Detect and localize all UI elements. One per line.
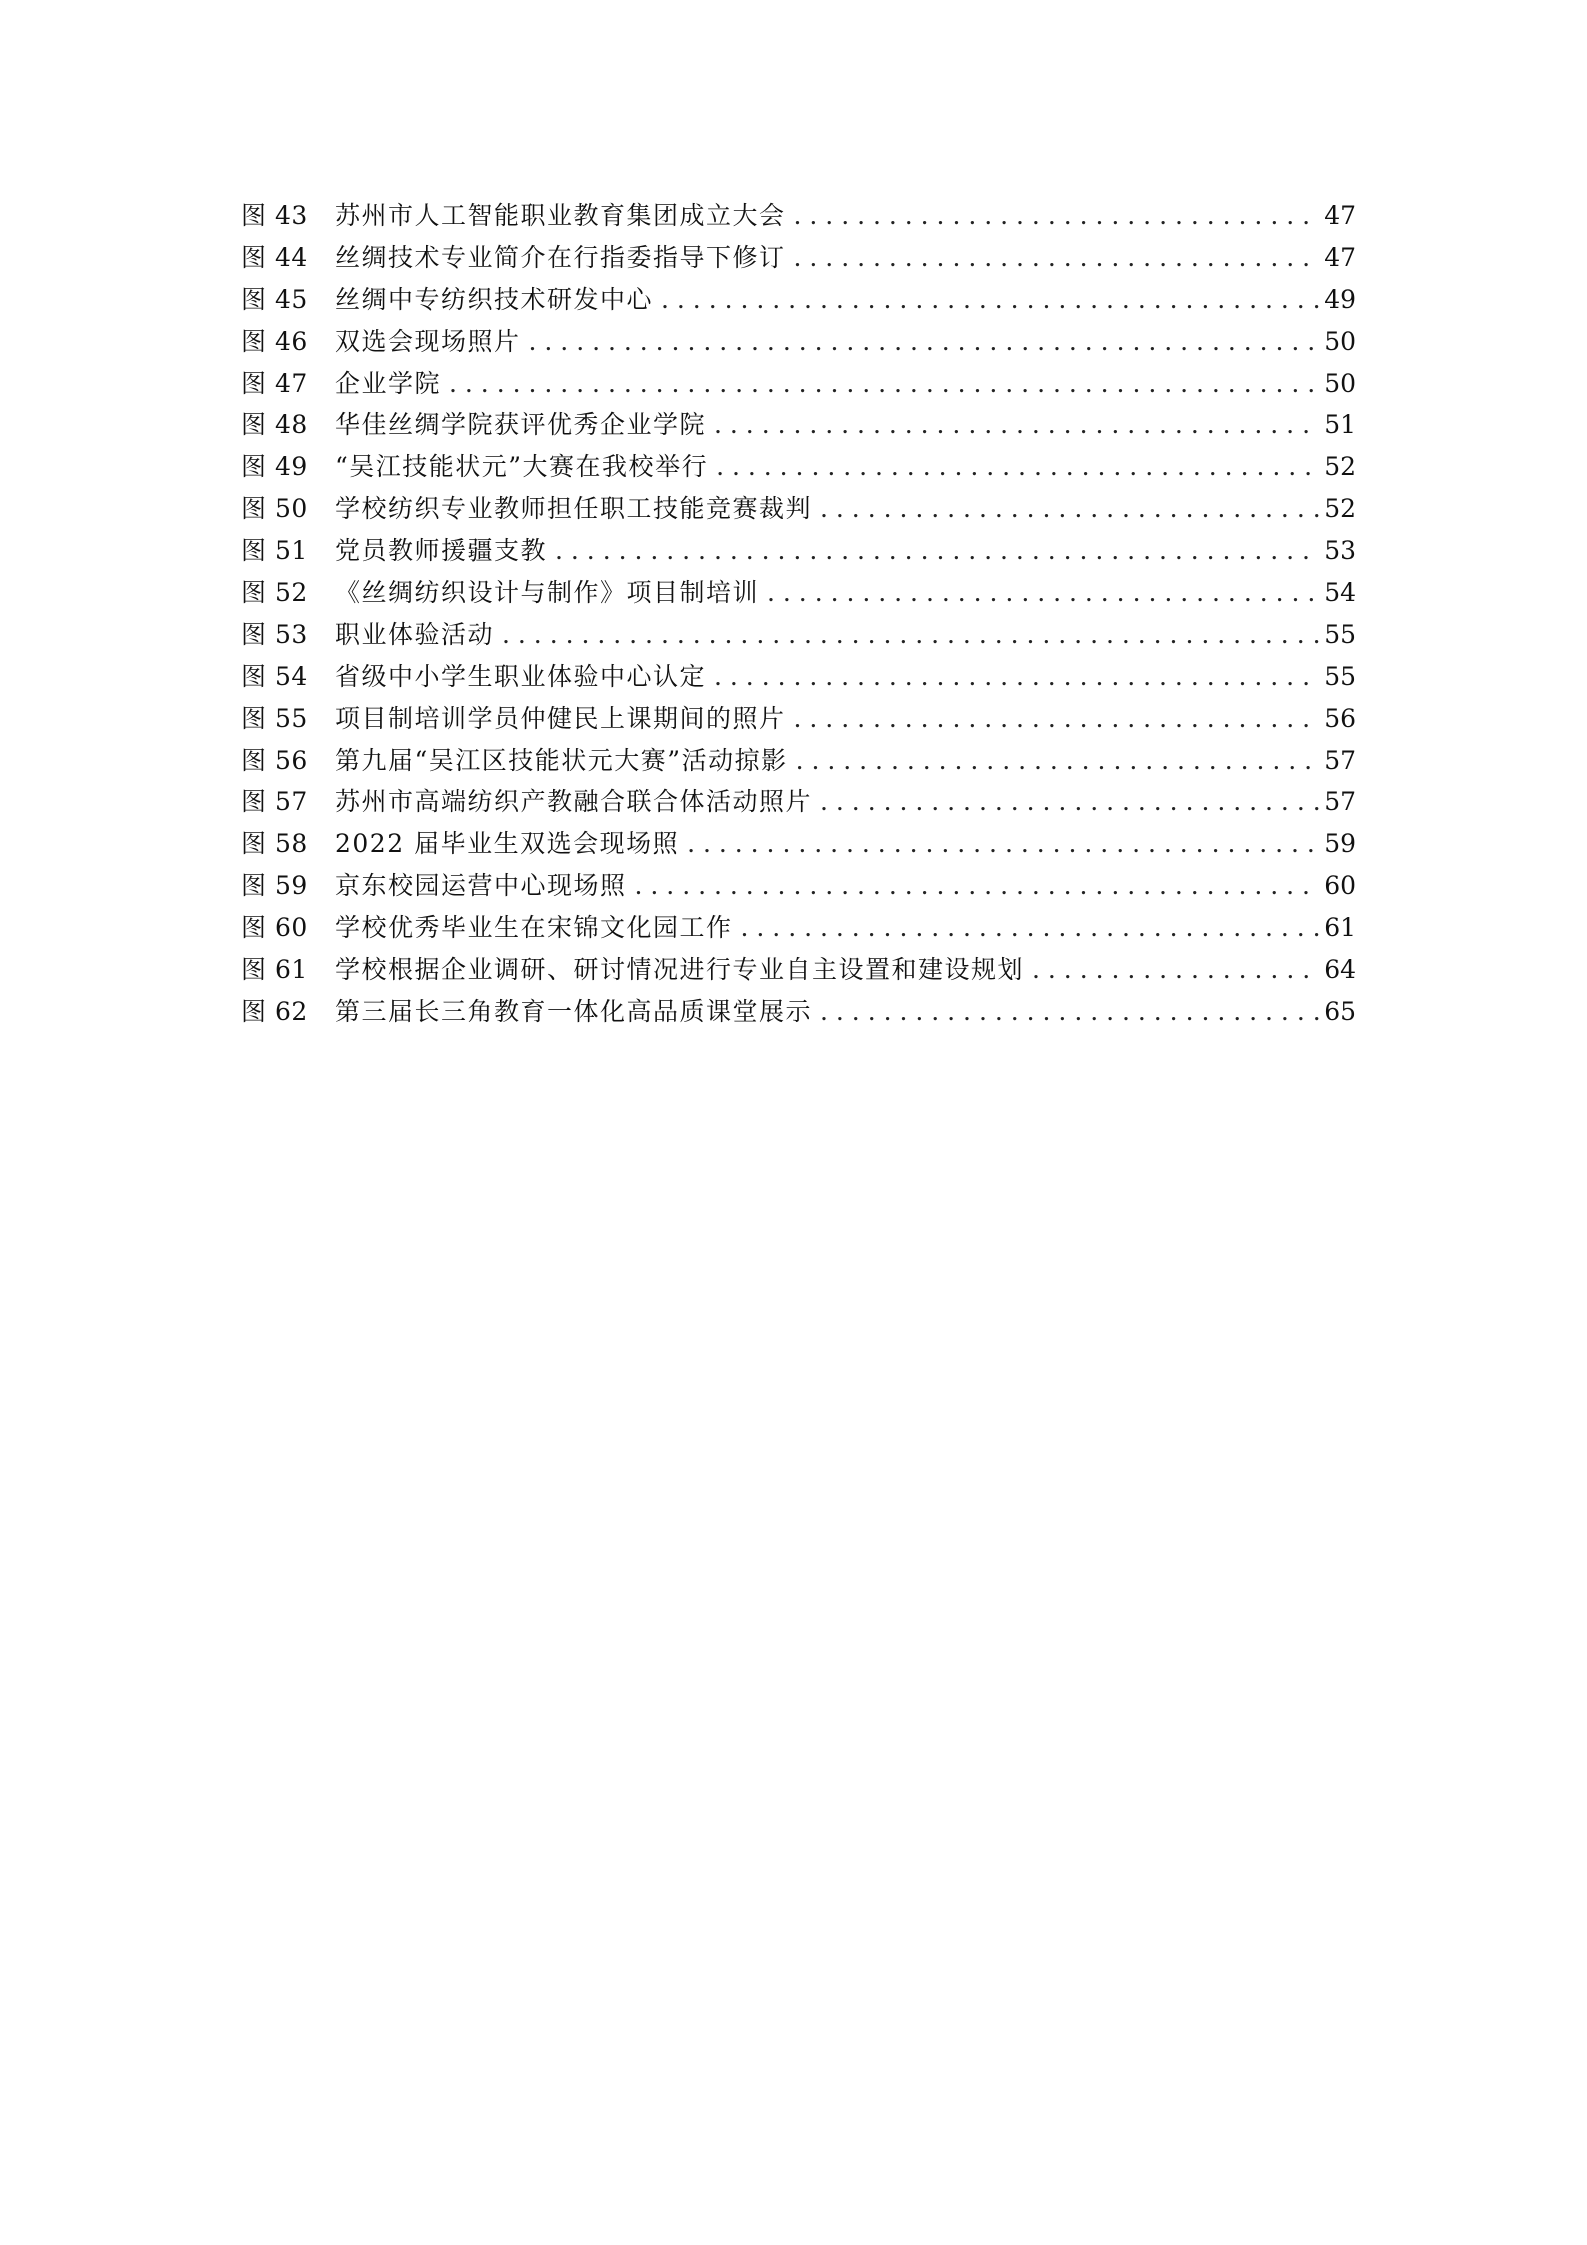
- toc-entry[interactable]: [241, 991, 1356, 1033]
- page-number: 52: [1324, 494, 1356, 524]
- page-number: 57: [1324, 745, 1356, 775]
- figure-title: 苏州市高端纺织产教融合联合体活动照片: [335, 787, 813, 817]
- figure-title: 双选会现场照片: [335, 326, 521, 356]
- page-number: 59: [1324, 829, 1356, 859]
- dot-leader: [714, 404, 1320, 446]
- dot-leader: [796, 740, 1321, 782]
- dot-leader: [820, 488, 1320, 530]
- page-number: 54: [1324, 578, 1356, 608]
- dot-leader: [767, 572, 1320, 614]
- figure-label: 图 59: [241, 871, 308, 901]
- page-number: 47: [1324, 201, 1356, 230]
- figure-label: 图 45: [241, 284, 308, 314]
- figure-title: 学校优秀毕业生在宋锦文化园工作: [335, 913, 733, 943]
- toc-entry[interactable]: [241, 740, 1356, 782]
- dot-leader: [635, 865, 1321, 907]
- figure-label: 图 52: [241, 578, 308, 608]
- dot-leader: [687, 823, 1320, 865]
- toc-entry[interactable]: [241, 949, 1356, 991]
- figure-title: 2022 届毕业生双选会现场照: [335, 829, 680, 859]
- page-number: 57: [1324, 787, 1356, 817]
- figure-label: 图 61: [241, 955, 308, 985]
- page-number: 55: [1324, 619, 1356, 649]
- figure-title: “吴江技能状元”大赛在我校举行: [335, 452, 709, 482]
- figure-title: 苏州市人工智能职业教育集团成立大会: [335, 201, 786, 230]
- page-number: 56: [1324, 703, 1356, 733]
- figure-title: 《丝绸纺织设计与制作》项目制培训: [335, 578, 760, 608]
- page-number: 55: [1324, 661, 1356, 691]
- toc-entry[interactable]: [241, 614, 1356, 656]
- figure-title: 学校纺织专业教师担任职工技能竞赛裁判: [335, 494, 813, 524]
- dot-leader: [794, 195, 1321, 237]
- figure-title: 第三届长三角教育一体化高品质课堂展示: [335, 996, 813, 1026]
- figure-list: [241, 195, 1356, 1033]
- page-number: 53: [1324, 536, 1356, 566]
- dot-leader: [714, 656, 1320, 698]
- toc-entry[interactable]: [241, 781, 1356, 823]
- toc-entry[interactable]: [241, 195, 1356, 237]
- dot-leader: [820, 781, 1320, 823]
- dot-leader: [820, 991, 1320, 1033]
- dot-leader: [1032, 949, 1320, 991]
- figure-title: 学校根据企业调研、研讨情况进行专业自主设置和建设规划: [335, 955, 1025, 985]
- figure-label: 图 58: [241, 829, 308, 859]
- toc-entry[interactable]: [241, 530, 1356, 572]
- toc-entry[interactable]: [241, 656, 1356, 698]
- figure-label: 图 44: [241, 242, 308, 272]
- dot-leader: [502, 614, 1320, 656]
- figure-label: 图 47: [241, 368, 308, 398]
- toc-entry[interactable]: [241, 572, 1356, 614]
- dot-leader: [716, 446, 1320, 488]
- page-number: 52: [1324, 452, 1356, 482]
- dot-leader: [529, 321, 1321, 363]
- page-number: 61: [1324, 913, 1356, 943]
- toc-entry[interactable]: [241, 907, 1356, 949]
- page-number: 50: [1324, 368, 1356, 398]
- figure-label: 图 50: [241, 494, 308, 524]
- page-number: 64: [1324, 955, 1356, 985]
- toc-entry[interactable]: [241, 279, 1356, 321]
- dot-leader: [555, 530, 1320, 572]
- page-number: 51: [1324, 410, 1356, 440]
- toc-entry[interactable]: [241, 237, 1356, 279]
- figure-label: 图 54: [241, 661, 308, 691]
- dot-leader: [661, 279, 1320, 321]
- figure-title: 企业学院: [335, 368, 442, 398]
- figure-label: 图 48: [241, 410, 308, 440]
- figure-label: 图 57: [241, 787, 308, 817]
- figure-title: 第九届“吴江区技能状元大赛”活动掠影: [335, 745, 788, 775]
- figure-label: 图 62: [241, 996, 308, 1026]
- figure-label: 图 55: [241, 703, 308, 733]
- figure-label: 图 53: [241, 619, 308, 649]
- page-number: 49: [1324, 284, 1356, 314]
- figure-label: 图 49: [241, 452, 308, 482]
- figure-title: 丝绸中专纺织技术研发中心: [335, 284, 654, 314]
- toc-entry[interactable]: [241, 698, 1356, 740]
- toc-entry[interactable]: [241, 363, 1356, 405]
- figure-title: 省级中小学生职业体验中心认定: [335, 661, 707, 691]
- figure-label: 图 51: [241, 536, 308, 566]
- figure-label: 图 43: [241, 201, 308, 230]
- dot-leader: [794, 237, 1321, 279]
- figure-label: 图 60: [241, 913, 308, 943]
- toc-entry[interactable]: [241, 404, 1356, 446]
- page-number: 50: [1324, 326, 1356, 356]
- dot-leader: [741, 907, 1321, 949]
- page-number: 60: [1324, 871, 1356, 901]
- toc-entry[interactable]: [241, 488, 1356, 530]
- toc-entry[interactable]: [241, 446, 1356, 488]
- toc-entry[interactable]: [241, 321, 1356, 363]
- dot-leader: [794, 698, 1321, 740]
- toc-entry[interactable]: [241, 823, 1356, 865]
- figure-title: 职业体验活动: [335, 619, 495, 649]
- page-number: 65: [1324, 996, 1356, 1026]
- figure-title: 丝绸技术专业简介在行指委指导下修订: [335, 242, 786, 272]
- figure-title: 华佳丝绸学院获评优秀企业学院: [335, 410, 707, 440]
- figure-title: 京东校园运营中心现场照: [335, 871, 627, 901]
- figure-title: 项目制培训学员仲健民上课期间的照片: [335, 703, 786, 733]
- toc-entry[interactable]: [241, 865, 1356, 907]
- figure-label: 图 46: [241, 326, 308, 356]
- dot-leader: [449, 363, 1320, 405]
- figure-title: 党员教师援疆支教: [335, 536, 548, 566]
- figure-label: 图 56: [241, 745, 308, 775]
- page-number: 47: [1324, 242, 1356, 272]
